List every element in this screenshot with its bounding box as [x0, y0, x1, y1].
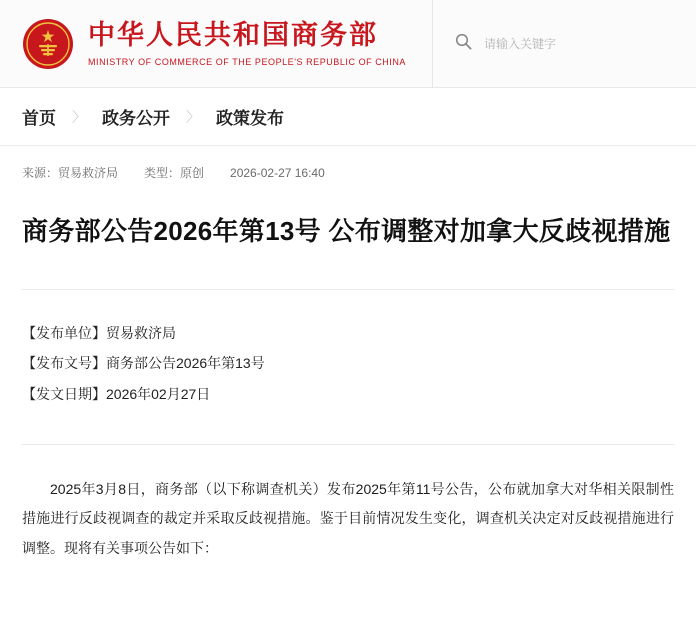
site-brand: [88, 20, 406, 66]
article-meta: [0, 146, 696, 181]
search-input[interactable]: [484, 37, 674, 51]
chevron-right-icon: 〉: [186, 108, 200, 125]
document-info-block: [0, 290, 696, 410]
info-document-number: 【发布文号】商务部公告2026年第13号: [22, 355, 265, 372]
meta-source: 来源：贸易救济局: [22, 166, 119, 180]
article-paragraph: 2025年3月8日，商务部（以下称调查机关）发布2025年第11号公告，公布就加拿大对华相关限制性措施进行反歧视调查的裁定并采取反歧视措施。鉴于目前情况发生变化，调查机关决定对反歧视措施进行调整。现将有关事项公告如下：: [22, 481, 674, 556]
meta-datetime: 2026-02-27 16:40: [230, 165, 325, 180]
info-issuing-unit: 【发布单位】贸易救济局: [22, 324, 176, 341]
search-icon: [455, 33, 472, 55]
header-divider: [432, 0, 433, 88]
meta-type: 类型：原创: [144, 166, 205, 180]
breadcrumb-item-home[interactable]: 首页: [22, 109, 56, 128]
breadcrumb-item-government-affairs[interactable]: 政务公开: [102, 109, 170, 128]
search-box[interactable]: [451, 27, 674, 61]
breadcrumb-item-policy-release[interactable]: 政策发布: [216, 109, 284, 128]
chevron-right-icon: 〉: [72, 108, 86, 125]
brand-title-en: MINISTRY OF COMMERCE OF THE PEOPLE'S REPUBLIC OF CHINA: [88, 56, 406, 67]
site-header: [0, 0, 696, 88]
breadcrumb: [0, 88, 696, 146]
national-emblem-icon: [22, 18, 74, 70]
page-title: 商务部公告2026年第13号 公布调整对加拿大反歧视措施: [22, 216, 671, 246]
info-issue-date: 【发文日期】2026年02月27日: [22, 386, 211, 403]
brand-title-cn: 中华人民共和国商务部: [88, 20, 378, 51]
